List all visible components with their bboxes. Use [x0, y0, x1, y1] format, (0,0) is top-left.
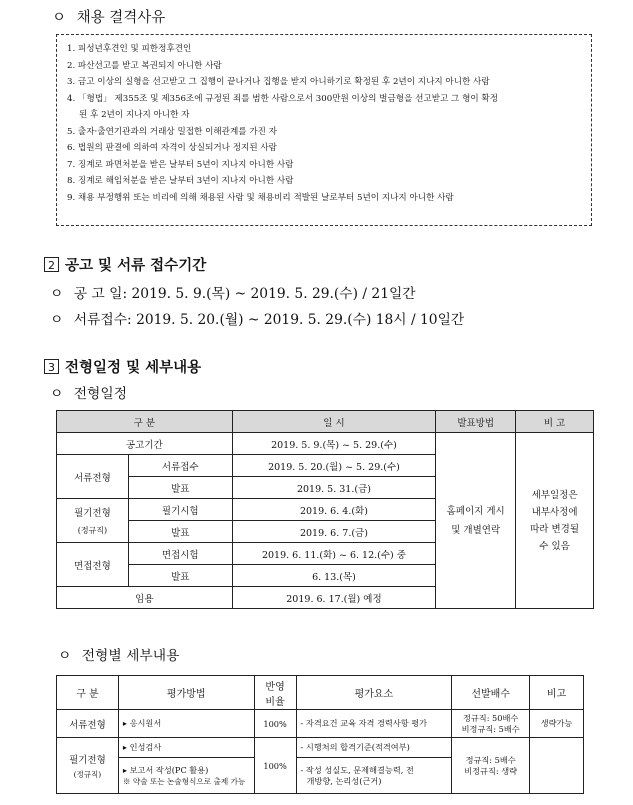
section-2-heading — [44, 254, 206, 275]
list-item: 3. 금고 이상의 실형을 선고받고 그 집행이 끝나거나 집행을 받지 아니하기로 확정된 후 2년이 지나지 아니한 사람 — [67, 77, 490, 87]
table-cell: 2019. 6. 4.(화) — [232, 499, 436, 521]
table-cell — [530, 738, 584, 794]
details-subheading-text: 전형별 세부내용 — [81, 648, 180, 664]
list-item: 8. 징계로 해임처분을 받은 날부터 3년이 지나지 아니한 사람 — [67, 176, 294, 186]
table-cell: 필기시험 — [128, 499, 232, 521]
table-cell: 공고기간 — [57, 433, 233, 455]
schedule-table — [56, 410, 594, 609]
cell-line: 비정규직: 생략 — [464, 765, 518, 776]
table-cell: 2019. 5. 20.(월) ~ 5. 29.(수) — [232, 455, 436, 477]
table-cell: - 자격요건 교육 자격 경력사항 평가 — [296, 710, 452, 738]
table-cell: 2019. 6. 11.(화) ~ 6. 12.(수) 중 — [232, 543, 436, 565]
announce-method-cell — [436, 433, 516, 609]
table-cell: 서류전형 — [57, 455, 129, 499]
section-1-title: 채용 결격사유 — [76, 10, 166, 26]
header-datetime: 일 시 — [232, 411, 436, 433]
note-line: 따라 변경될 — [530, 523, 579, 535]
schedule-subheading — [50, 382, 127, 402]
bullet-circle: ㅇ — [50, 386, 64, 402]
method-line: 및 개별연락 — [451, 524, 501, 536]
schedule-subheading-text: 전형일정 — [73, 386, 128, 402]
note-line: 수 있음 — [539, 540, 570, 552]
details-subheading — [58, 644, 179, 664]
table-cell: 100% — [254, 738, 296, 794]
notice-period-line — [50, 282, 416, 302]
header-weight — [254, 676, 296, 710]
cell-line: ▸ 보고서 작성(PC 활용) — [122, 764, 209, 775]
table-cell: 서류접수 — [128, 455, 232, 477]
section-number: 2 — [44, 257, 59, 272]
table-row — [57, 710, 584, 738]
header-announce-method: 발표방법 — [436, 411, 516, 433]
table-cell: 면접시험 — [128, 543, 232, 565]
table-row — [57, 433, 594, 455]
list-item: 1. 피성년후견인 및 피한정후견인 — [67, 44, 192, 54]
note-line: 내부사정에 — [531, 506, 578, 518]
table-cell: 생략가능 — [530, 710, 584, 738]
cell-line: 정규직: 50배수 — [462, 712, 519, 723]
notice-period-text: 공 고 일: 2019. 5. 9.(목) ~ 2019. 5. 29.(수) / 21일간 — [73, 286, 416, 302]
bullet-circle: ㅇ — [52, 10, 67, 26]
cell-line: 필기전형 — [69, 754, 106, 766]
table-cell: 2019. 6. 17.(월) 예정 — [232, 587, 436, 609]
cell-line: ※ 약술 또는 논술형식으로 출제 가능 — [122, 776, 246, 786]
cell-line: - 작성 성실도, 문제해결능력, 전 — [300, 764, 414, 775]
table-cell: ▸ 인성검사 — [118, 738, 254, 758]
table-cell: 발표 — [128, 477, 232, 499]
section-2-title: 공고 및 서류 접수기간 — [65, 258, 207, 274]
list-item: 6. 법원의 판결에 의하여 자격이 상실되거나 정지된 사람 — [67, 143, 277, 153]
header-line: 비율 — [265, 696, 285, 708]
method-line: 홈페이지 게시 — [446, 505, 505, 517]
bullet-circle: ㅇ — [50, 286, 64, 302]
header-evaluation-method: 평가방법 — [118, 676, 254, 710]
table-cell: 임용 — [57, 587, 233, 609]
cell-line: 정규직: 5배수 — [465, 754, 516, 765]
table-cell — [452, 738, 530, 794]
bullet-circle: ㅇ — [58, 648, 72, 664]
section-3-heading — [44, 356, 201, 377]
section-1-heading — [52, 6, 165, 27]
header-note: 비 고 — [516, 411, 594, 433]
table-cell — [118, 758, 254, 794]
header-line: 반영 — [265, 681, 285, 693]
header-evaluation-factor: 평가요소 — [296, 676, 452, 710]
cell-line: 비정규직: 5배수 — [461, 723, 520, 734]
table-cell: ▸ 응시원서 — [118, 710, 254, 738]
header-category: 구 분 — [57, 411, 233, 433]
cell-line: 필기전형 — [74, 508, 111, 519]
application-period-line — [50, 308, 464, 328]
header-remark: 비고 — [530, 676, 584, 710]
table-cell — [296, 758, 452, 794]
disqualification-box — [56, 34, 592, 226]
table-cell: 서류전형 — [57, 710, 119, 738]
note-cell — [516, 433, 594, 609]
list-item: 2. 파산선고를 받고 복권되지 아니한 사람 — [67, 60, 222, 71]
table-cell — [57, 499, 129, 543]
details-table — [56, 675, 584, 794]
header-selection-ratio: 선발배수 — [452, 676, 530, 710]
cell-line: 개방향, 논리성(근거) — [306, 775, 382, 786]
table-cell: - 시행처의 합격기준(적격여부) — [296, 738, 452, 758]
table-cell: 2019. 5. 31.(금) — [232, 477, 436, 499]
bullet-circle: ㅇ — [50, 312, 64, 328]
table-cell: 2019. 6. 7.(금) — [232, 521, 436, 543]
section-3-title: 전형일정 및 세부내용 — [65, 360, 202, 376]
note-line: 세부일정은 — [531, 489, 578, 501]
table-cell: 면접전형 — [57, 543, 129, 587]
list-item: 4. 「형법」 제355조 및 제356조에 규정된 죄를 범한 사람으로서 300만원 이상의 벌금형을 선고받고 그 형이 확정 — [67, 93, 499, 104]
table-cell — [452, 710, 530, 738]
application-period-text: 서류접수: 2019. 5. 20.(월) ~ 2019. 5. 29.(수) 18시 / 10일간 — [73, 312, 465, 328]
cell-line: (정규직) — [73, 769, 102, 779]
list-item: 7. 징계로 파면처분을 받은 날부터 5년이 지나지 아니한 사람 — [67, 159, 294, 170]
list-item: 5. 출자·출연기관과의 거래상 밀접한 이해관계를 가진 자 — [67, 126, 277, 137]
header-category: 구 분 — [57, 676, 119, 710]
table-row — [57, 738, 584, 758]
table-cell: 100% — [254, 710, 296, 738]
list-item: 9. 채용 부정행위 또는 비리에 의해 채용된 사람 및 채용비리 적발된 날로부터 5년이 지나지 아니한 사람 — [67, 192, 454, 203]
table-cell: 6. 13.(목) — [232, 565, 436, 587]
table-cell — [57, 738, 119, 794]
table-cell: 발표 — [128, 565, 232, 587]
list-item: 된 후 2년이 지나지 아니한 자 — [79, 110, 190, 120]
cell-line: (정규직) — [77, 526, 108, 535]
table-cell: 2019. 5. 9.(목) ~ 5. 29.(수) — [232, 433, 436, 455]
section-number: 3 — [44, 359, 59, 374]
table-cell: 발표 — [128, 521, 232, 543]
